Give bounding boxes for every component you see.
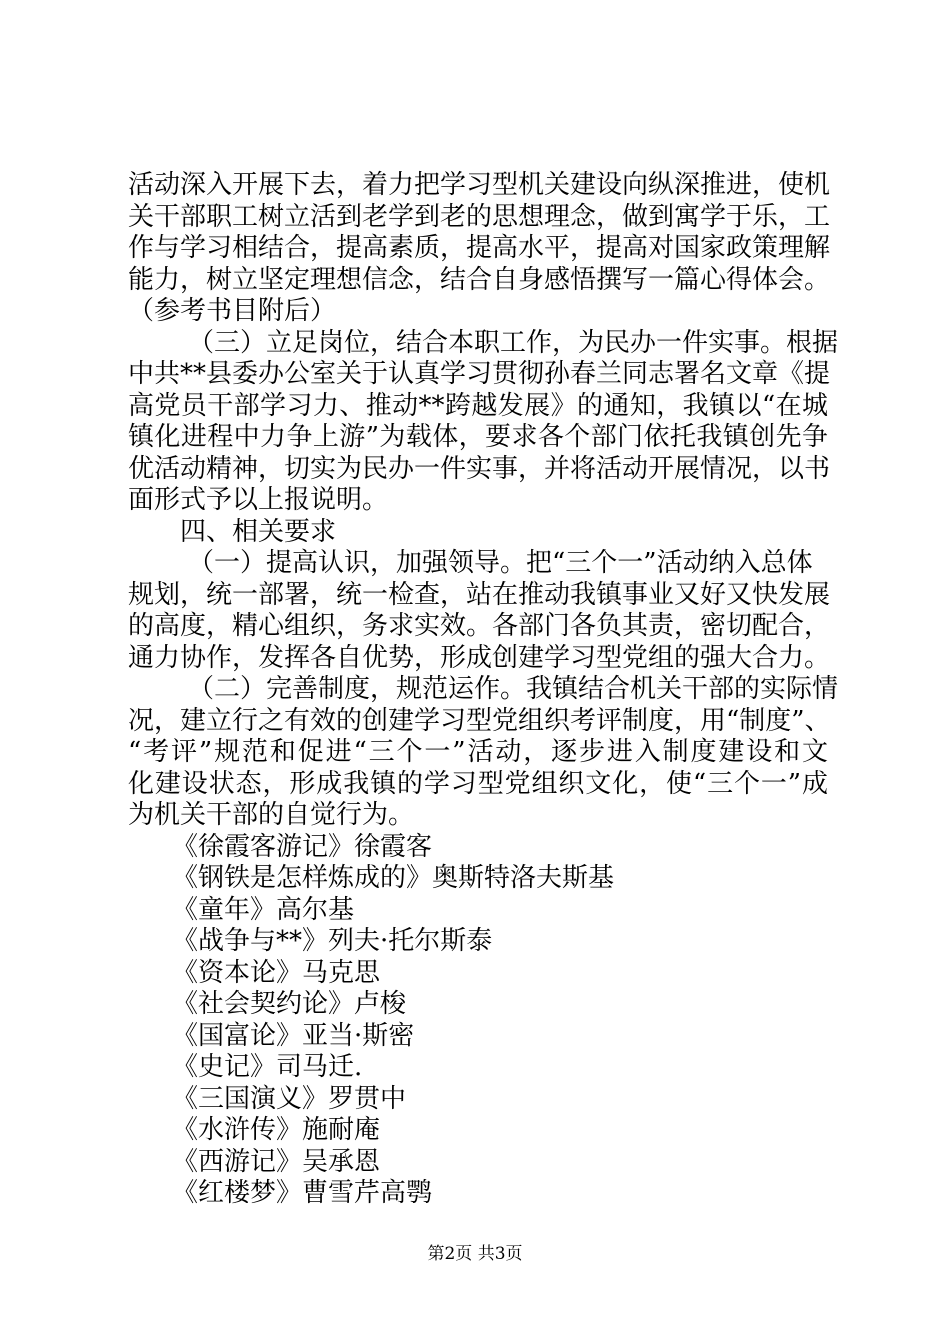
body-line: 化建设状态，形成我镇的学习型党组织文化，使“三个一”成 — [128, 768, 828, 799]
book-item: 《三国演义》罗贯中 — [172, 1083, 407, 1114]
book-item: 《西游记》吴承恩 — [172, 1146, 381, 1177]
body-line: 面形式予以上报说明。 — [128, 485, 389, 515]
body-line: 况，建立行之有效的创建学习型党组织考评制度，用“制度”、 — [128, 705, 831, 736]
body-line: 规划，统一部署，统一检查，站在推动我镇事业又好又快发展 — [128, 579, 831, 610]
book-item: 《资本论》马克思 — [172, 957, 381, 988]
body-line: 镇化进程中力争上游”为载体，要求各个部门依托我镇创先争 — [128, 422, 828, 452]
document-body — [128, 170, 848, 1210]
body-line: 优活动精神，切实为民办一件实事，并将活动开展情况，以书 — [128, 453, 831, 484]
body-line: 关干部职工树立活到老学到老的思想理念，做到寓学于乐，工 — [128, 201, 831, 232]
book-item: 《童年》高尔基 — [172, 894, 355, 925]
body-line: 活动深入开展下去，着力把学习型机关建设向纵深推进，使机 — [128, 170, 831, 200]
body-line: 通力协作，发挥各自优势，形成创建学习型党组的强大合力。 — [128, 642, 831, 673]
body-line: 为机关干部的自觉行为。 — [128, 800, 415, 830]
body-line: “考评”规范和促进“三个一”活动，逐步进入制度建设和文 — [128, 737, 828, 767]
body-line: 高党员干部学习力、推动**跨越发展》的通知，我镇以“在城 — [128, 390, 828, 421]
book-item: 《徐霞客游记》徐霞客 — [172, 831, 433, 862]
section-three-heading-line: （三）立足岗位，结合本职工作，为民办一件实事。根据 — [188, 327, 839, 358]
book-item: 《水浒传》施耐庵 — [172, 1115, 381, 1145]
requirement-two-line: （二）完善制度，规范运作。我镇结合机关干部的实际情 — [188, 674, 839, 704]
body-line: （参考书目附后） — [128, 296, 337, 326]
book-item: 《社会契约论》卢梭 — [172, 989, 407, 1019]
book-item: 《史记》司马迁. — [172, 1052, 363, 1082]
book-item: 《红楼梦》曹雪芹高鹗 — [172, 1178, 433, 1208]
section-four-heading: 四、相关要求 — [180, 516, 337, 547]
page-number-footer: 第2页 共3页 — [427, 1244, 523, 1264]
book-item: 《钢铁是怎样炼成的》奥斯特洛夫斯基 — [172, 863, 615, 893]
body-line: 作与学习相结合，提高素质，提高水平，提高对国家政策理解 — [128, 233, 831, 263]
body-line: 能力，树立坚定理想信念，结合自身感悟撰写一篇心得体会。 — [128, 264, 831, 295]
book-item: 《国富论》亚当·斯密 — [172, 1020, 415, 1051]
requirement-one-line: （一）提高认识，加强领导。把“三个一”活动纳入总体 — [188, 548, 813, 578]
book-item: 《战争与**》列夫·托尔斯泰 — [172, 926, 493, 956]
body-line: 中共**县委办公室关于认真学习贯彻孙春兰同志署名文章《提 — [128, 359, 831, 389]
body-line: 的高度，精心组织，务求实效。各部门各负其责，密切配合， — [128, 611, 831, 641]
reference-book-list — [128, 832, 848, 1210]
